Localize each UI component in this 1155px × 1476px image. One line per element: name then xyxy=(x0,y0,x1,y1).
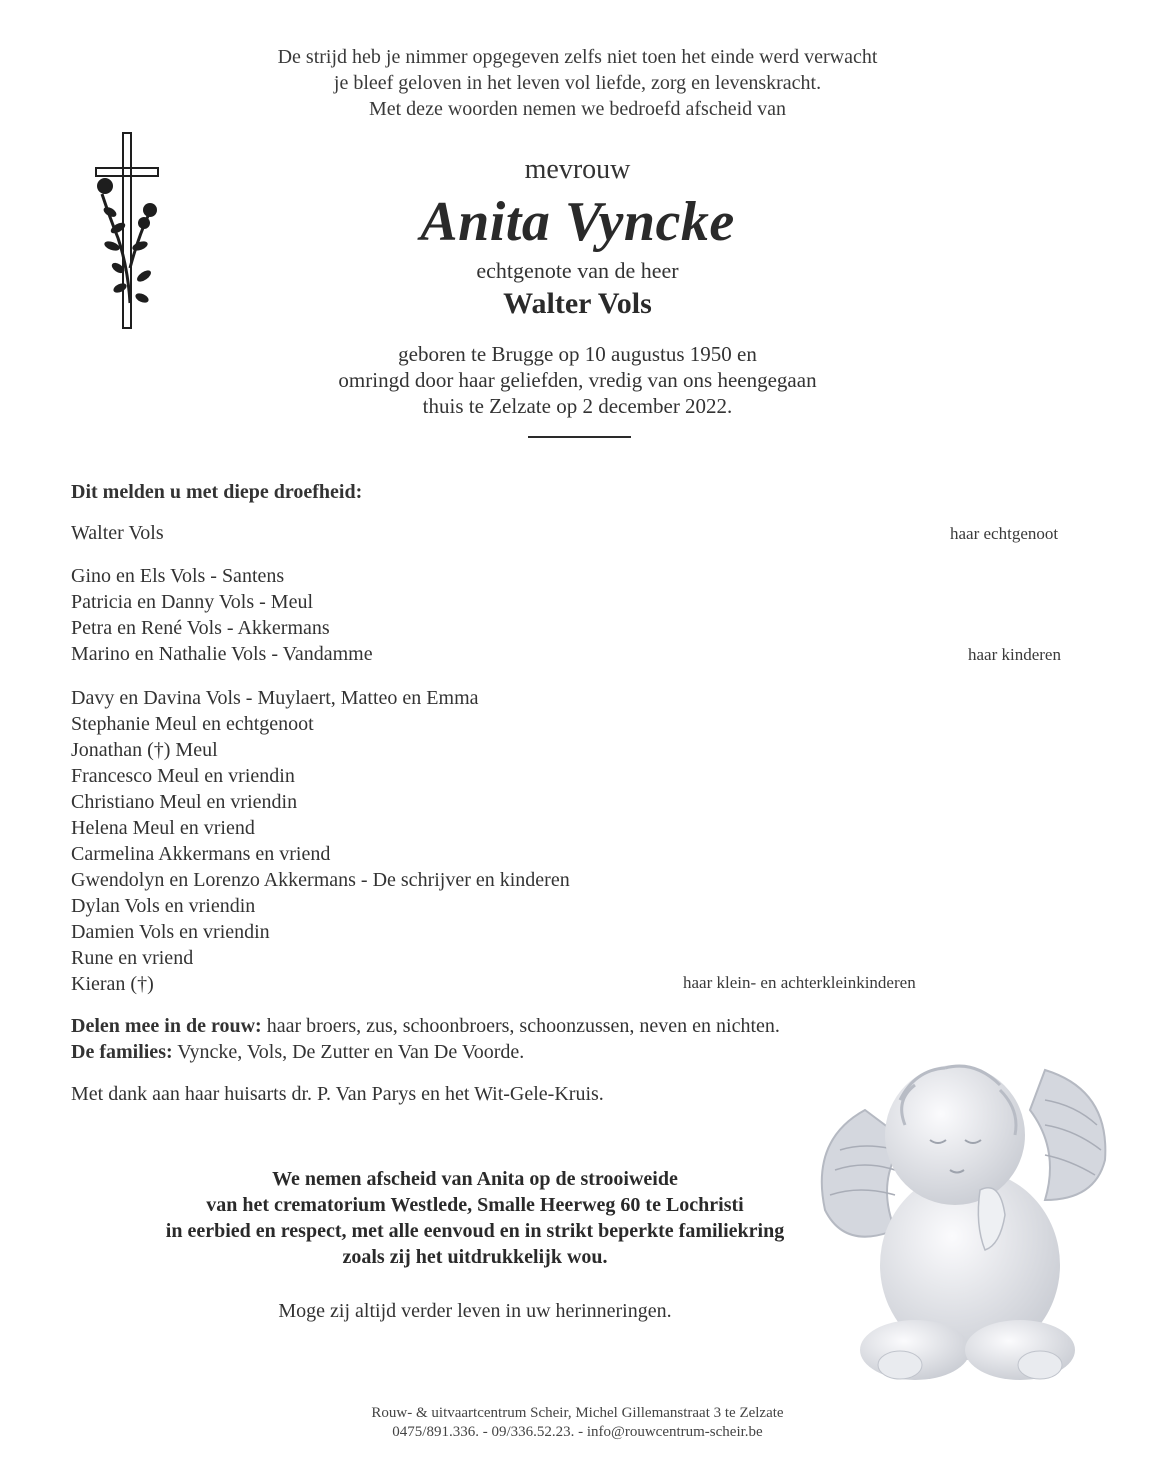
list-item: Gwendolyn en Lorenzo Akkermans - De schrijver en kinderen xyxy=(71,869,570,891)
thanks-line: Met dank aan haar huisarts dr. P. Van Parys en het Wit-Gele-Kruis. xyxy=(71,1083,604,1105)
place-date-line: thuis te Zelzate op 2 december 2022. xyxy=(422,394,733,418)
list-item: Rune en vriend xyxy=(71,947,194,969)
grandchildren-group xyxy=(71,685,570,997)
children-group xyxy=(71,563,373,667)
spouse-group xyxy=(71,520,164,546)
families-label: De families: xyxy=(71,1041,173,1063)
list-item: Christiano Meul en vriendin xyxy=(71,791,298,813)
ceremony-line-1: We nemen afscheid van Anita op de strooiweide xyxy=(272,1168,678,1190)
intro-line-2: je bleef geloven in het leven vol liefde, zorg en levenskracht. xyxy=(333,72,822,94)
praying-angel-figurine xyxy=(805,1030,1125,1400)
list-item: Davy en Davina Vols - Muylaert, Matteo en Emma xyxy=(71,687,479,709)
list-item: Carmelina Akkermans en vriend xyxy=(71,843,331,865)
mourning-families xyxy=(71,1039,524,1065)
families-text: Vyncke, Vols, De Zutter en Van De Voorde. xyxy=(172,1041,525,1063)
ceremony-line-2: van het crematorium Westlede, Smalle Heerweg 60 te Lochristi xyxy=(206,1194,744,1216)
mourning-share-text: haar broers, zus, schoonbroers, schoonzussen, neven en nichten. xyxy=(261,1015,780,1037)
spouse-name: Walter Vols xyxy=(503,287,652,320)
list-item: Kieran (†) xyxy=(71,973,154,995)
announcement-heading: Dit melden u met diepe droefheid: xyxy=(71,481,363,503)
intro-line-3: Met deze woorden nemen we bedroefd afscheid van xyxy=(368,98,787,120)
mourning-share xyxy=(71,1013,780,1039)
ceremony-line-4: zoals zij het uitdrukkelijk wou. xyxy=(342,1246,608,1268)
deceased-title: mevrouw xyxy=(524,154,631,185)
relation-children: haar kinderen xyxy=(968,645,1061,664)
deceased-name: Anita Vyncke xyxy=(420,191,735,253)
mourning-share-label: Delen mee in de rouw: xyxy=(71,1015,262,1037)
list-item: Patricia en Danny Vols - Meul xyxy=(71,591,314,613)
list-item: Stephanie Meul en echtgenoot xyxy=(71,713,314,735)
intro-line-1: De strijd heb je nimmer opgegeven zelfs niet toen het einde werd verwacht xyxy=(277,46,878,68)
list-item: Francesco Meul en vriendin xyxy=(71,765,295,787)
list-item: Damien Vols en vriendin xyxy=(71,921,270,943)
relation-spouse: haar echtgenoot xyxy=(950,524,1059,543)
passing-line: omringd door haar geliefden, vredig van ons heengegaan xyxy=(338,368,817,392)
list-item: Marino en Nathalie Vols - Vandamme xyxy=(71,643,373,665)
ceremony-info xyxy=(60,1166,890,1270)
birth-line: geboren te Brugge op 10 augustus 1950 en xyxy=(398,342,757,366)
relation-grandchildren: haar klein- en achterkleinkinderen xyxy=(683,973,916,992)
list-item: Walter Vols xyxy=(71,522,164,544)
divider xyxy=(528,436,631,438)
list-item: Petra en René Vols - Akkermans xyxy=(71,617,330,639)
ceremony-line-3: in eerbied en respect, met alle eenvoud en in strikt beperkte familiekring xyxy=(165,1220,785,1242)
birth-death-info xyxy=(0,341,1155,419)
closing-wish: Moge zij altijd verder leven in uw herinneringen. xyxy=(278,1300,672,1322)
list-item: Helena Meul en vriend xyxy=(71,817,255,839)
intro-poem xyxy=(0,44,1155,122)
list-item: Jonathan (†) Meul xyxy=(71,739,218,761)
footer-address: Rouw- & uitvaartcentrum Scheir, Michel Gillemanstraat 3 te Zelzate xyxy=(371,1405,784,1421)
spouse-prefix: echtgenote van de heer xyxy=(476,258,679,283)
footer xyxy=(0,1404,1155,1442)
list-item: Gino en Els Vols - Santens xyxy=(71,565,285,587)
list-item: Dylan Vols en vriendin xyxy=(71,895,256,917)
footer-contact: 0475/891.336. - 09/336.52.23. - info@rouwcentrum-scheir.be xyxy=(392,1424,763,1440)
